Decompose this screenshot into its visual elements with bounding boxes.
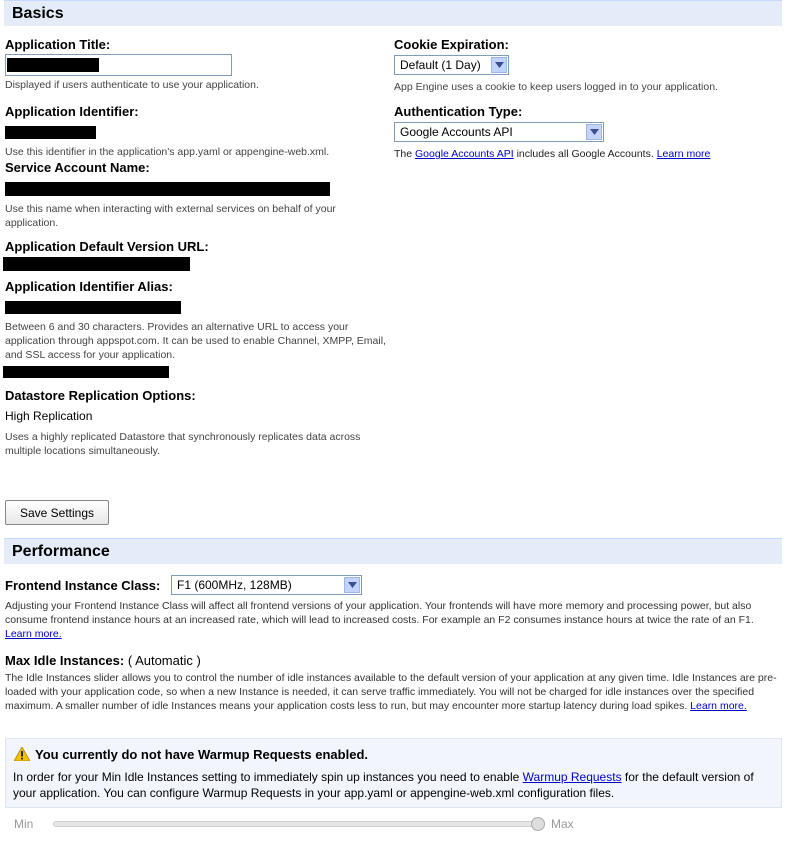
auth-learn-more-link[interactable]: Learn more (656, 148, 711, 160)
identifier-alias-help: Between 6 and 30 characters. Provides an alternative URL to access your application through appspot.com. It can be used to enable Channel, XMPP, Email, and SSL access for your application. (5, 321, 386, 361)
warning-title: You currently do not have Warmup Requests enabled. (35, 747, 368, 762)
idle-instances-slider-handle[interactable] (531, 817, 545, 831)
app-identifier-help: Use this identifier in the application's app.yaml or appengine-web.xml. (5, 146, 330, 158)
cookie-expiration-value: Default (1 Day) (400, 58, 481, 72)
frontend-instance-class-label: Frontend Instance Class: (5, 578, 161, 593)
datastore-label: Datastore Replication Options: (5, 388, 196, 403)
chevron-down-icon (491, 57, 507, 73)
frontend-help (5, 599, 783, 641)
frontend-learn-more-link[interactable]: Learn more. (5, 628, 62, 640)
max-idle-row (5, 653, 201, 668)
google-accounts-api-link[interactable]: Google Accounts API (415, 148, 514, 160)
app-title-help: Displayed if users authenticate to use your application. (5, 79, 259, 91)
warmup-requests-link[interactable]: Warmup Requests (522, 770, 622, 784)
auth-type-help (394, 147, 710, 161)
cookie-expiration-help: App Engine uses a cookie to keep users logged in to your application. (394, 81, 718, 93)
max-idle-help-text: The Idle Instances slider allows you to control the number of idle instances available to the default version of your application at any given time. Idle Instances are pre-loaded with your application code, so when a new Instance is needed, it can serve traffic immediately. You will not be charged for idle instances over the specified maximum. A smaller number of idle Instances means your application costs less to run, but may encounter more startup latency during load spikes. (5, 672, 777, 712)
auth-type-value: Google Accounts API (400, 125, 513, 139)
app-identifier-redacted (5, 126, 96, 139)
warning-text-suffix: for the default version of your application. You can configure Warmup Requests in your app.yaml or appengine-web.xml configuration files. (13, 770, 754, 800)
auth-help-mid: includes all Google Accounts. (516, 148, 654, 160)
app-title-label: Application Title: (5, 37, 111, 52)
max-idle-label: Max Idle Instances: (5, 653, 125, 668)
max-idle-help (5, 671, 783, 713)
auth-type-select[interactable] (394, 122, 604, 142)
service-account-help: Use this name when interacting with external services on behalf of your application. (5, 203, 336, 229)
app-title-input[interactable] (5, 54, 232, 76)
max-idle-learn-more-link[interactable]: Learn more. (690, 700, 747, 712)
idle-instances-slider-track[interactable] (53, 821, 545, 827)
identifier-alias-redacted (5, 301, 181, 314)
app-identifier-label: Application Identifier: (5, 104, 139, 119)
frontend-instance-class-value: F1 (600MHz, 128MB) (177, 578, 292, 592)
service-account-label: Service Account Name: (5, 160, 150, 175)
redacted-value (7, 58, 99, 72)
warmup-warning-box (5, 738, 782, 808)
default-version-url-redacted (3, 257, 190, 271)
frontend-help-text: Adjusting your Frontend Instance Class will affect all frontend versions of your application. Your frontends will have more memory and processing power, but also consume frontend instance hours at an increased rate, which will lead to increased costs. For example an F2 consumes instance hours at twice the rate of an F1. (5, 600, 754, 626)
warning-text (13, 769, 773, 801)
default-version-url-label: Application Default Version URL: (5, 239, 209, 254)
datastore-value: High Replication (5, 409, 93, 423)
cookie-expiration-label: Cookie Expiration: (394, 37, 509, 52)
warning-triangle-icon (14, 747, 30, 766)
service-account-redacted (5, 182, 330, 196)
frontend-instance-class-select[interactable] (171, 575, 362, 595)
warning-text-prefix: In order for your Min Idle Instances setting to immediately spin up instances you need to enable (13, 770, 520, 784)
identifier-alias-redacted-2 (3, 366, 169, 378)
basics-header: Basics (4, 0, 782, 26)
slider-min-label: Min (14, 817, 34, 831)
slider-max-label: Max (551, 817, 574, 831)
auth-type-label: Authentication Type: (394, 104, 523, 119)
chevron-down-icon (344, 577, 360, 593)
cookie-expiration-select[interactable] (394, 55, 509, 75)
performance-header: Performance (4, 538, 782, 564)
save-settings-button[interactable]: Save Settings (5, 500, 109, 525)
chevron-down-icon (586, 124, 602, 140)
identifier-alias-label: Application Identifier Alias: (5, 279, 173, 294)
auth-help-prefix: The (394, 148, 413, 160)
max-idle-value: ( Automatic ) (127, 653, 201, 668)
datastore-help: Uses a highly replicated Datastore that synchronously replicates data across multiple locations simultaneously. (5, 431, 361, 457)
